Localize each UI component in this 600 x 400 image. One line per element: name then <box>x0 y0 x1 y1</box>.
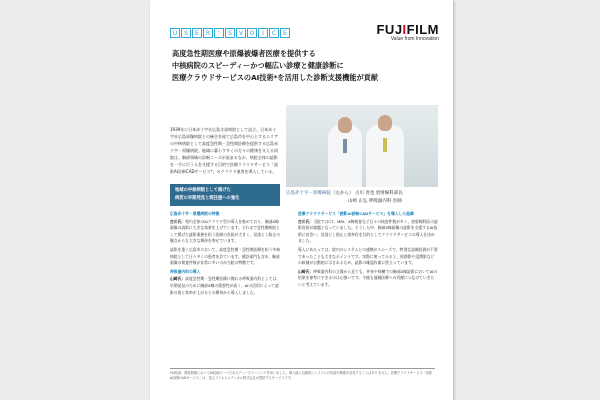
left-paragraph-2: 読影を重く広島市において、高度急性期・急性期医療を担う中核病院として日々多くの患者を診ています。健診部門も含め、胸部画像の検査件数が非常に多いのが当院の特徴です。 <box>170 246 281 266</box>
badge-letter: V <box>236 28 246 38</box>
doctor-left-figure <box>328 125 362 187</box>
doctor-right-head <box>378 115 392 131</box>
intro-paragraph: 1939年に日本赤十字社広島支部病院として設立。日本赤十字社広島原爆病院との統合を経て広島市を中心とするエリアの中核病院として高度急性期・急性期医療を提供する広島赤十字・原爆病院。地域に暮らす多くの方々の健康を支える同院は、胸部領域の診断ニーズが高まるなか、病院全体の読影を一手に行う人を支援する目的で医療クラウドサービス「読影AI診断CADサービス*」のクラウド運用を導入している。 <box>170 127 278 174</box>
right-paragraph-1: 古川氏：当院ではCT、MRI、X線検査など日々の検査件数が多く、放射線科医の読影負担が課題となっていました。そうした中、胸部X線画像の読影を支援するAI技術に出会い、見落とし防止と効率化を目的としてクラウドサービスの導入を決めました。 <box>298 218 438 244</box>
left-column <box>170 209 282 298</box>
fujifilm-logo <box>376 22 439 42</box>
doctor-right-tie <box>383 138 387 152</box>
badge-letter: E <box>192 28 202 38</box>
left-subheading-1: 広島赤十字・原爆病院の特徴 <box>170 211 220 216</box>
left-paragraph-3: 山崎氏：高度急性期・急性期医療に携わる呼吸器内科としては、早期発見のために胸部X線の重要性が高く、AIの活用によって読影の質と効率が上がるとの期待から導入しました。 <box>170 276 281 295</box>
badge-letter: S <box>225 28 235 38</box>
right-column <box>298 209 438 291</box>
badge-letter: S <box>181 28 191 38</box>
left-paragraph-1: 古川氏：県内全体のAIクラウド型の導入を進めており、胸部X線画像の読影に大きな効果を上げています。それまで急性期病院として掲げた読影業務を担う医師の負担が大きく、見落とし防止の観点からも大きな期待を寄せています。 <box>170 218 281 244</box>
doctors-photo <box>286 105 438 187</box>
photo-caption: 広島赤十字・原爆病院（左から） 古川 善也 放射線科部長 山崎 正弘 呼吸器内科 医師 <box>286 191 403 204</box>
left-subheading-2: 呼吸器内科の導入 <box>170 268 201 274</box>
brand-tagline: Value from Innovation <box>390 36 439 42</box>
footnote: *AI技術：開発段階においてAI技術の一つであるディープラーニングを用いました。導入後に自動的にシステムの性能や精度が変化することはありません。医療クラウドサービス「読影AI診断CADサービス」は、富士フイルムメディカル株式会社が提供するサービスです。 <box>170 368 435 381</box>
doctor-left-tie <box>343 139 347 153</box>
badge-letter: R <box>203 28 213 38</box>
badge-letter: I <box>258 28 268 38</box>
users-voice-badge <box>170 28 291 38</box>
badge-letter: ' <box>214 28 224 38</box>
article-headline: 高度急性期医療や原爆被爆者医療を提供する 中核病院のスピーディーかつ幅広い診療と健康診断に 医療クラウドサービスのAI技術*を活用した診断支援機能が貢献 <box>172 49 379 82</box>
brand-name: FUJIFILM <box>376 22 439 37</box>
right-paragraph-2: 導入にあたっては、院内のシステムとの連携がスムーズで、特別な設備投資が不要であったことも大きなポイントです。実際に使ってみると、結節影や浸潤影などの候補が自動的に示されるため、読影の確認作業に役立っています。 <box>298 246 438 266</box>
badge-letter: C <box>269 28 279 38</box>
right-subheading-1: 医療クラウドサービス「読影AI診断CADサービス」を導入した経緯 <box>298 211 414 216</box>
doctor-left-head <box>338 117 352 133</box>
section-heading-box: 地域の中核病院として掲げた 病変の早期発見と既往歴への強化 <box>170 184 280 206</box>
badge-letter: E <box>280 28 290 38</box>
badge-letter: U <box>170 28 180 38</box>
badge-letter: O <box>247 28 257 38</box>
doctor-right-figure <box>366 125 404 187</box>
document-page <box>150 0 453 400</box>
right-paragraph-3: 山崎氏：呼吸器内科の立場から見ても、外来や病棟での胸部X線読影においてAIの結果を参考にできるのは心強いです。今後も地域医療への貢献につなげていきたいと考えています。 <box>298 268 438 287</box>
